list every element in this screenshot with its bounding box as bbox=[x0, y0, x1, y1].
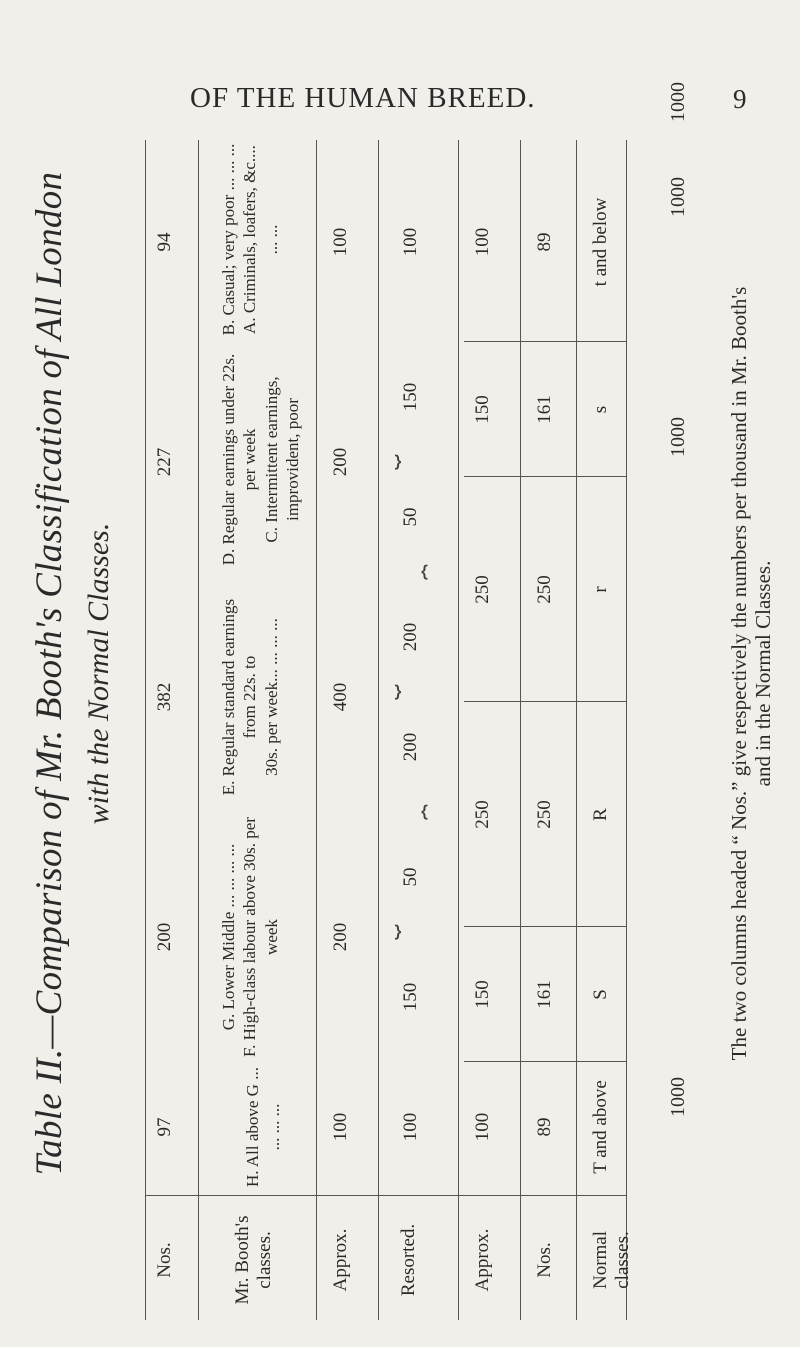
table-cell: 161 bbox=[534, 395, 555, 424]
table-cell: 200 bbox=[330, 447, 351, 477]
footnote-line-2: and in the Normal Classes. bbox=[751, 560, 776, 787]
header-divider bbox=[146, 1195, 626, 1196]
brace-icon: ⏟ bbox=[370, 924, 399, 940]
booth-class-line: G. Lower Middle ... ... ... ... bbox=[219, 843, 238, 1031]
footnote bbox=[713, 0, 798, 1347]
table-cell: 89 bbox=[534, 232, 555, 252]
table-caption bbox=[0, 0, 140, 1347]
brace-icon: ⏟ bbox=[370, 684, 399, 700]
row-divider bbox=[464, 476, 626, 477]
table-cell: 250 bbox=[534, 575, 555, 604]
column-normal-classes bbox=[582, 140, 633, 1320]
column-header: Resorted. bbox=[398, 1223, 419, 1297]
booth-class-row: H. All above G ... ... ... ... bbox=[243, 1067, 284, 1187]
column-header: Normal classes. bbox=[590, 1230, 633, 1290]
booth-class-line: 30s. per week... ... ... ... bbox=[261, 618, 281, 776]
table-cell: 250 bbox=[472, 800, 493, 829]
table-cell: T and above bbox=[590, 1080, 611, 1174]
total-booth-approx: 1000 bbox=[667, 417, 689, 457]
table-cell: 100 bbox=[330, 1112, 351, 1142]
column-normal-nos bbox=[526, 140, 572, 1320]
table-cell: s bbox=[590, 405, 611, 414]
row-divider bbox=[464, 701, 626, 702]
column-header: Approx. bbox=[472, 1228, 493, 1292]
table-cell: S bbox=[590, 989, 611, 1000]
table-cell: 200 bbox=[400, 732, 421, 762]
table-cell: r bbox=[590, 586, 611, 593]
column-divider bbox=[316, 140, 317, 1320]
booth-class-row bbox=[218, 342, 303, 577]
booth-class-line: A. Criminals, loafers, &c.... ... ... bbox=[240, 145, 281, 334]
booth-class-line: D. Regular earnings under 22s. per week bbox=[219, 353, 260, 566]
row-divider bbox=[464, 341, 626, 342]
total-normal-nos: 1000 bbox=[667, 82, 689, 122]
table-cell: 200 bbox=[154, 922, 175, 952]
column-booth-approx bbox=[322, 140, 374, 1320]
table-cell: 250 bbox=[534, 800, 555, 829]
table-cell: 150 bbox=[472, 980, 493, 1009]
brace-icon: ⏟ bbox=[370, 454, 399, 470]
column-divider bbox=[520, 140, 521, 1320]
table-cell: 100 bbox=[330, 227, 351, 257]
table-cell: 89 bbox=[534, 1117, 555, 1137]
brace-icon: ⏞ bbox=[422, 804, 451, 820]
footnote-line-1: The two columns headed “ Nos.” give respectively the numbers per thousand in Mr. Booth's bbox=[727, 286, 751, 1061]
brace-icon: ⏞ bbox=[422, 564, 451, 580]
table-cell: 97 bbox=[154, 1117, 175, 1137]
table-cell: t and below bbox=[590, 197, 611, 287]
table-cell: 150 bbox=[400, 982, 421, 1012]
totals-row bbox=[657, 0, 697, 1347]
table-cell: 100 bbox=[472, 227, 493, 257]
page-number: 9 bbox=[733, 84, 747, 114]
column-divider bbox=[198, 140, 199, 1320]
table-cell: 50 bbox=[400, 507, 421, 527]
booth-class-line: B. Casual; very poor ... ... ... bbox=[219, 143, 238, 336]
table-cell: 382 bbox=[154, 682, 175, 712]
table-cell: 100 bbox=[472, 1112, 493, 1142]
table-cell: 227 bbox=[154, 447, 175, 477]
booth-class-line: F. High-class labour above 30s. per week bbox=[240, 817, 281, 1057]
table-cell: R bbox=[590, 808, 611, 821]
row-divider bbox=[464, 926, 626, 927]
booth-class-row bbox=[218, 142, 282, 337]
total-booth-nos: 1000 bbox=[667, 1077, 689, 1117]
row-divider bbox=[464, 1061, 626, 1062]
table-cell: 250 bbox=[472, 575, 493, 604]
total-normal-approx: 1000 bbox=[667, 177, 689, 217]
table-cell: 50 bbox=[400, 867, 421, 887]
column-header: Nos. bbox=[154, 1242, 175, 1278]
table-cell: 150 bbox=[400, 382, 421, 412]
booth-class-line: E. Regular standard earnings from 22s. to bbox=[219, 598, 260, 796]
caption-line-1: Table II.—Comparison of Mr. Booth's Classification of All London bbox=[29, 171, 70, 1176]
table-cell: 100 bbox=[400, 227, 421, 257]
column-divider bbox=[458, 140, 459, 1320]
table-cell: 200 bbox=[400, 622, 421, 652]
running-title: OF THE HUMAN BREED. bbox=[190, 82, 536, 114]
table-cell: 200 bbox=[330, 922, 351, 952]
table-cell: 94 bbox=[154, 232, 175, 252]
comparison-table bbox=[145, 140, 633, 1320]
table-cell: 100 bbox=[400, 1112, 421, 1142]
column-booth-nos bbox=[146, 140, 198, 1320]
caption-line-2: with the Normal Classes. bbox=[82, 522, 115, 825]
booth-class-line: C. Intermittent earnings, improvident, poor bbox=[261, 376, 302, 543]
column-header: Approx. bbox=[330, 1228, 351, 1292]
table-cell: 400 bbox=[330, 682, 351, 712]
column-divider bbox=[576, 140, 577, 1320]
table-cell: 161 bbox=[534, 980, 555, 1009]
column-header: Nos. bbox=[534, 1242, 555, 1278]
column-resorted bbox=[370, 140, 454, 1320]
column-normal-approx bbox=[464, 140, 516, 1320]
column-header: Mr. Booth's classes. bbox=[232, 1215, 275, 1305]
booth-class-row bbox=[218, 817, 282, 1057]
rotated-table bbox=[146, 140, 633, 1320]
column-booth-classes bbox=[202, 140, 314, 1320]
booth-class-row bbox=[218, 587, 282, 807]
table-cell: 150 bbox=[472, 395, 493, 424]
